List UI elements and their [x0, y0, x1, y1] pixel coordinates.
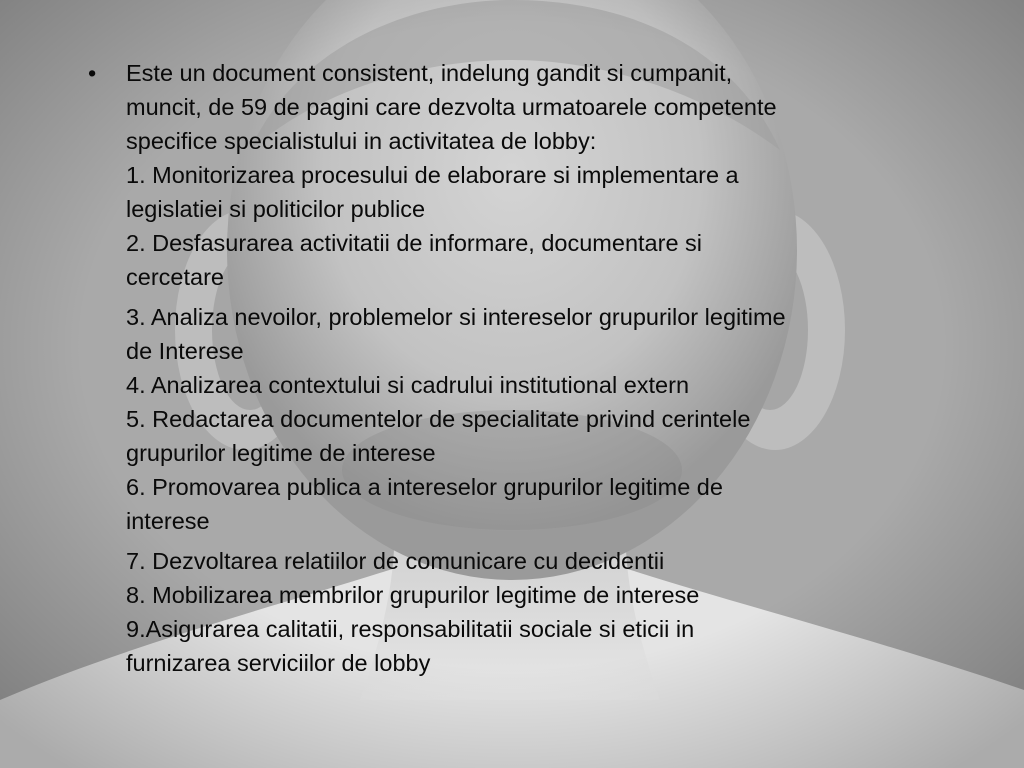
- list-item-line: 7. Dezvoltarea relatiilor de comunicare cu decidentii: [126, 548, 665, 574]
- list-item-line: furnizarea serviciilor de lobby: [126, 650, 431, 676]
- list-item-line: 3. Analiza nevoilor, problemelor si intereselor grupurilor legitime: [126, 304, 786, 330]
- list-item-line: interese: [126, 508, 210, 534]
- list-item-line: grupurilor legitime de interese: [126, 440, 436, 466]
- list-item-line: 1. Monitorizarea procesului de elaborare si implementare a: [126, 162, 739, 188]
- intro-line: specifice specialistului in activitatea de lobby:: [126, 128, 597, 154]
- list-item-line: 6. Promovarea publica a intereselor grupurilor legitime de: [126, 474, 723, 500]
- intro-line: Este un document consistent, indelung gandit si cumpanit,: [126, 60, 733, 86]
- bullet-item: [84, 56, 944, 680]
- list-item-line: 4. Analizarea contextului si cadrului institutional extern: [126, 372, 690, 398]
- slide-content: [84, 56, 944, 680]
- list-item-line: cercetare: [126, 264, 224, 290]
- list-item-line: 2. Desfasurarea activitatii de informare, documentare si: [126, 230, 703, 256]
- list-item-line: 5. Redactarea documentelor de specialitate privind cerintele: [126, 406, 751, 432]
- bullet-icon: •: [88, 60, 97, 86]
- bullet-text: [126, 56, 944, 680]
- list-item-line: 9.Asigurarea calitatii, responsabilitatii sociale si eticii in: [126, 616, 695, 642]
- list-item-line: legislatiei si politicilor publice: [126, 196, 426, 222]
- list-item-line: 8. Mobilizarea membrilor grupurilor legitime de interese: [126, 582, 700, 608]
- intro-line: muncit, de 59 de pagini care dezvolta urmatoarele competente: [126, 94, 777, 120]
- list-item-line: de Interese: [126, 338, 244, 364]
